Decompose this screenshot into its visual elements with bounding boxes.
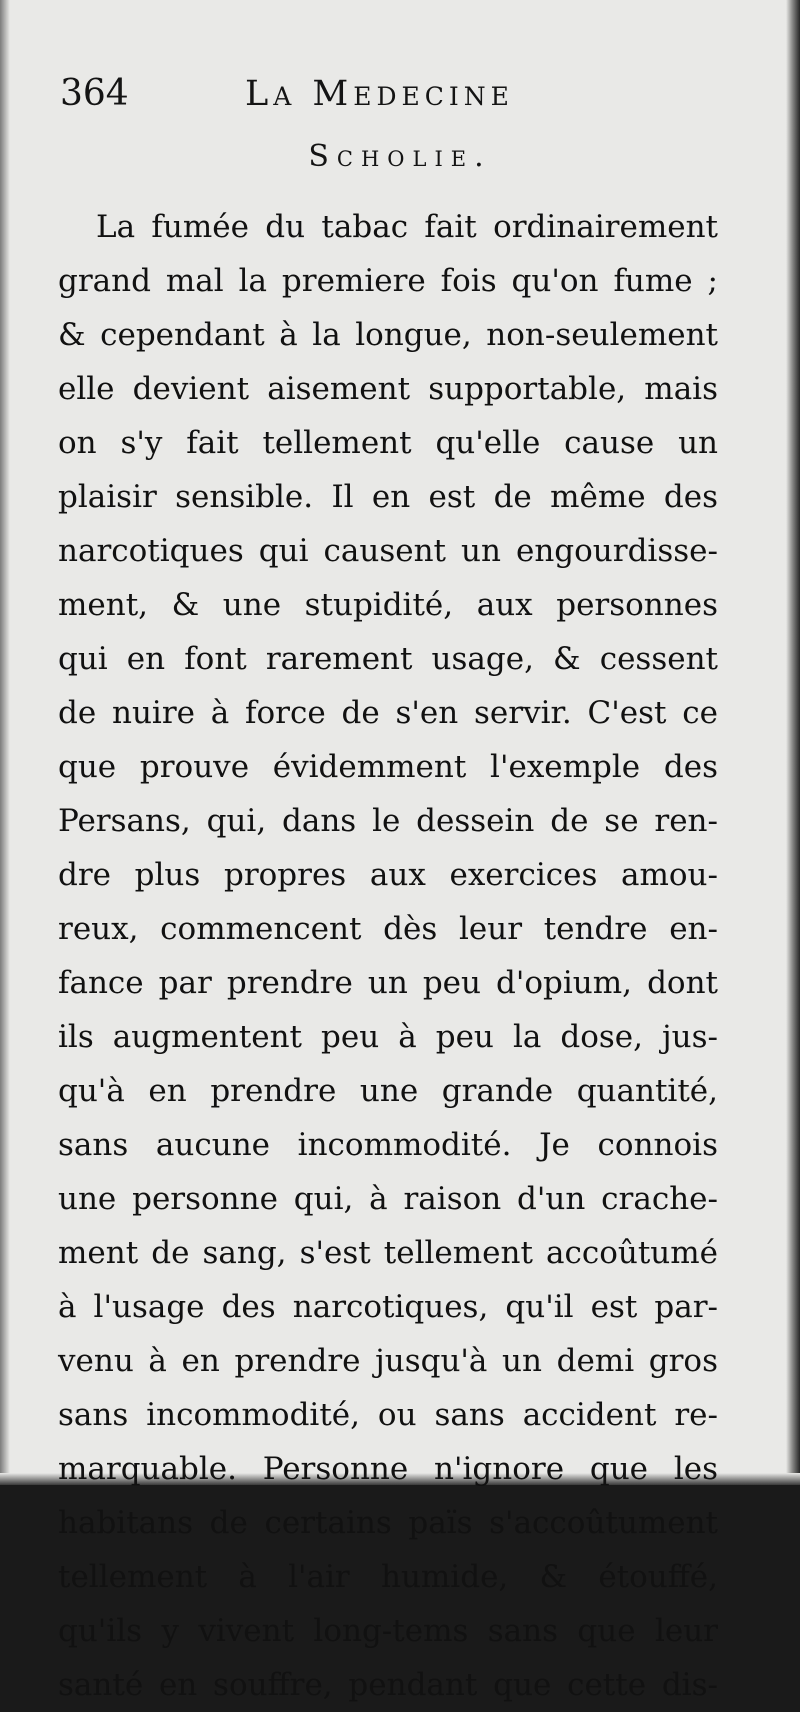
text-line: que prouve évidemment l'exemple des	[58, 749, 718, 785]
text-line: qui en font rarement usage, & cessent	[58, 641, 718, 677]
text-line: on s'y fait tellement qu'elle cause un	[58, 425, 718, 461]
text-line: elle devient aisement supportable, mais	[58, 371, 718, 407]
text-line: à l'usage des narcotiques, qu'il est par-	[58, 1289, 718, 1325]
page-header	[60, 66, 710, 122]
body-text	[58, 200, 718, 1712]
page-number: 364	[60, 73, 129, 114]
text-line: sans incommodité, ou sans accident re-	[58, 1397, 718, 1433]
running-head: La Medecine	[245, 74, 514, 114]
text-line: grand mal la premiere fois qu'on fume ;	[58, 263, 718, 299]
text-line: La fumée du tabac fait ordinairement	[96, 209, 718, 245]
text-line: ment, & une stupidité, aux personnes	[58, 587, 718, 623]
text-line: venu à en prendre jusqu'à un demi gros	[58, 1343, 718, 1379]
text-line: narcotiques qui causent un engourdisse-	[58, 533, 718, 569]
text-line: habitans de certains païs s'accoûtument	[58, 1505, 718, 1541]
text-line: plaisir sensible. Il en est de même des	[58, 479, 718, 515]
text-line: reux, commencent dès leur tendre en-	[58, 911, 718, 947]
text-line: marquable. Personne n'ignore que les	[58, 1451, 718, 1487]
text-line: & cependant à la longue, non-seulement	[58, 317, 718, 353]
text-line: sans aucune incommodité. Je connois	[58, 1127, 718, 1163]
page-edge-shadow	[786, 0, 800, 1485]
page-gutter-shadow	[0, 0, 10, 1485]
text-line: fance par prendre un peu d'opium, dont	[58, 965, 718, 1001]
text-line: tellement à l'air humide, & étouffé,	[58, 1559, 718, 1595]
text-line: ment de sang, s'est tellement accoûtumé	[58, 1235, 718, 1271]
section-title: Scholie.	[308, 139, 492, 174]
text-line: une personne qui, à raison d'un crache-	[58, 1181, 718, 1217]
text-line: qu'ils y vivent long-tems sans que leur	[58, 1613, 718, 1649]
text-line: santé en souffre, pendant que cette dis-	[58, 1667, 718, 1703]
text-line: qu'à en prendre une grande quantité,	[58, 1073, 718, 1109]
text-line: ils augmentent peu à peu la dose, jus-	[58, 1019, 718, 1055]
text-line: dre plus propres aux exercices amou-	[58, 857, 718, 893]
text-line: de nuire à force de s'en servir. C'est ce	[58, 695, 718, 731]
text-line: Persans, qui, dans le dessein de se ren-	[58, 803, 718, 839]
